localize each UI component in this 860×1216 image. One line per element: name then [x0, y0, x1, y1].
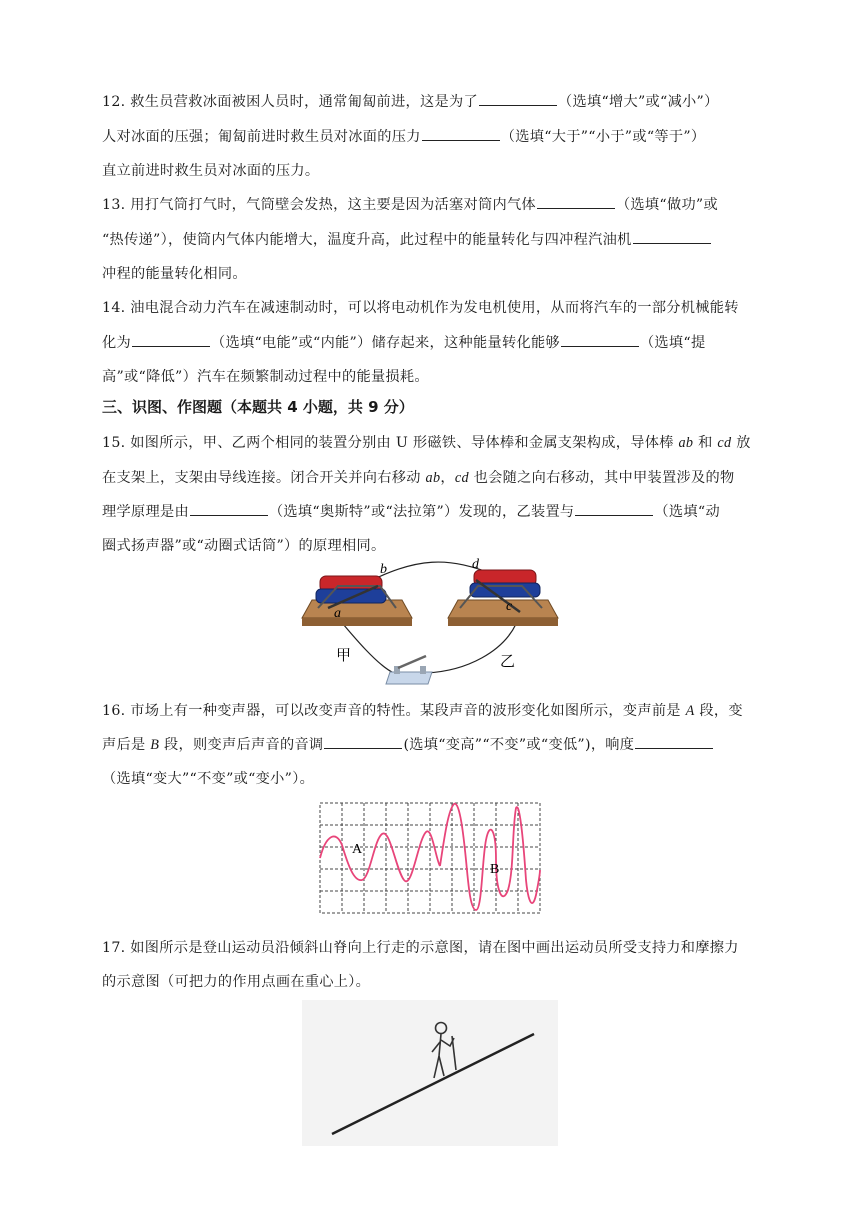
- q16-line3: （选填“变大”“不变”或“变小”）。: [102, 771, 315, 787]
- q13-line1: 13. 用打气筒打气时，气筒壁会发热，这主要是因为活塞对筒内气体 （选填“做功”或: [102, 194, 718, 214]
- q13-line2: “热传递”），使筒内气体内能增大，温度升高，此过程中的能量转化与四冲程汽油机: [102, 229, 712, 249]
- q15-apparatus-figure: [298, 556, 564, 688]
- q16-line1: 16. 市场上有一种变声器，可以改变声音的特性。某段声音的波形变化如图所示，变声前是 A 段，变: [102, 703, 743, 719]
- wave-b: [440, 804, 540, 910]
- q12-line3: 直立前进时救生员对冰面的压力。: [102, 163, 320, 179]
- answer-blank[interactable]: [479, 91, 557, 106]
- answer-blank[interactable]: [422, 126, 500, 141]
- q17-line2: 的示意图（可把力的作用点画在重心上）。: [102, 974, 371, 990]
- answer-blank[interactable]: [575, 501, 653, 516]
- waveform-grid: [320, 803, 540, 913]
- q15-line3: 理学原理是由 （选填“奥斯特”或“法拉第”）发现的，乙装置与 （选填“动: [102, 501, 720, 521]
- label-jia: 甲: [336, 646, 352, 664]
- q16-waveform-figure: [318, 800, 542, 916]
- q14-line1: 14. 油电混合动力汽车在减速制动时，可以将电动机作为发电机使用，从而将汽车的一部分机械能转: [102, 300, 739, 316]
- answer-blank[interactable]: [190, 501, 268, 516]
- wave-label-a: A: [352, 842, 363, 857]
- q14-line2: 化为 （选填“电能”或“内能”）储存起来，这种能量转化能够 （选填“提: [102, 332, 705, 352]
- q13-line3: 冲程的能量转化相同。: [102, 266, 247, 282]
- answer-blank[interactable]: [324, 734, 402, 749]
- q14-line3: 高”或“降低”）汽车在频繁制动过程中的能量损耗。: [102, 369, 429, 385]
- q15-line4: 圈式扬声器”或“动圈式话筒”）的原理相同。: [102, 538, 386, 554]
- label-d: d: [472, 557, 479, 572]
- q15-line1: 15. 如图所示，甲、乙两个相同的装置分别由 U 形磁铁、导体棒和金属支架构成，导体棒 ab 和 cd 放: [102, 435, 751, 451]
- device-jia: [302, 576, 412, 626]
- switch-icon: [386, 656, 432, 684]
- answer-blank[interactable]: [132, 332, 210, 347]
- figure-background: [302, 1000, 558, 1146]
- q16-line2: 声后是 B 段，则变声后声音的音调 (选填“变高”“不变”或“变低”)，响度: [102, 734, 714, 754]
- label-a: a: [334, 606, 341, 621]
- q17-slope-figure: [302, 1000, 558, 1146]
- q17-line1: 17. 如图所示是登山运动员沿倾斜山脊向上行走的示意图，请在图中画出运动员所受支持力和摩擦力: [102, 940, 739, 956]
- q15-line2: 在支架上，支架由导线连接。闭合开关并向右移动 ab，cd 也会随之向右移动，其中甲装置涉及的物: [102, 470, 735, 486]
- wave-label-b: B: [490, 862, 500, 877]
- wave-a: [320, 831, 440, 881]
- answer-blank[interactable]: [561, 332, 639, 347]
- answer-blank[interactable]: [537, 194, 615, 209]
- device-yi: [448, 570, 558, 626]
- label-yi: 乙: [500, 652, 516, 670]
- section-heading: 三、识图、作图题（本题共 4 小题，共 9 分）: [102, 398, 414, 416]
- label-b: b: [380, 562, 387, 577]
- q12-line1: 12. 救生员营救冰面被困人员时，通常匍匐前进，这是为了 （选填“增大”或“减小”）: [102, 91, 719, 111]
- label-c: c: [506, 599, 513, 614]
- answer-blank[interactable]: [635, 734, 713, 749]
- answer-blank[interactable]: [633, 229, 711, 244]
- q12-line2: 人对冰面的压强；匍匐前进时救生员对冰面的压力 （选填“大于”“小于”或“等于”）: [102, 126, 705, 146]
